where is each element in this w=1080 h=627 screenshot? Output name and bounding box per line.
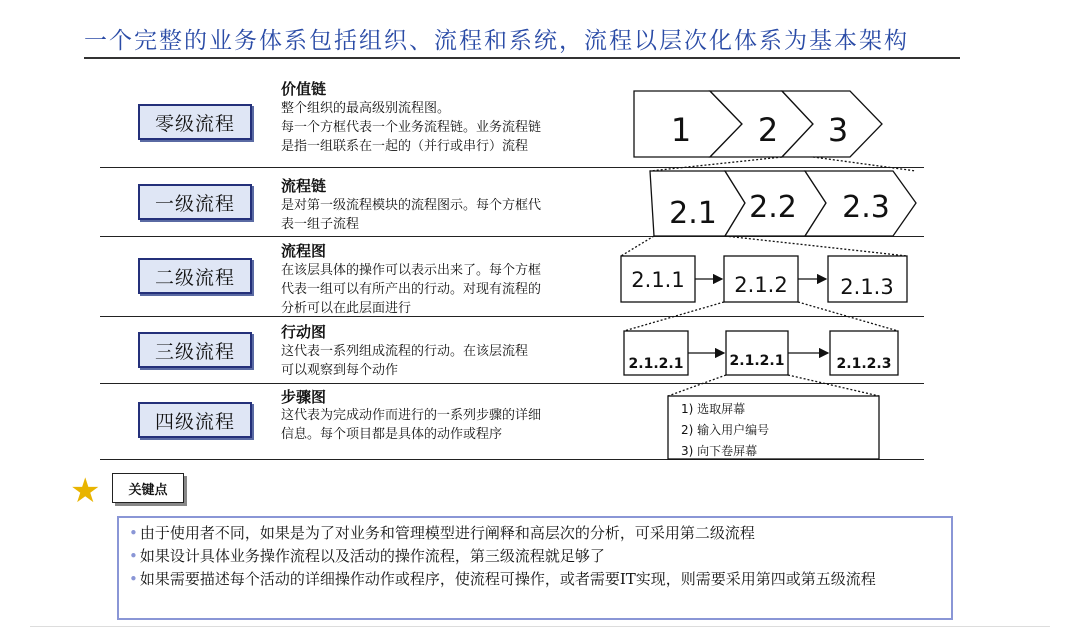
zoom-line [650, 157, 782, 171]
bullet-icon: • [129, 524, 138, 542]
zoom-line [798, 302, 898, 331]
chevron-label: 2.1 [669, 196, 717, 231]
process-box-label: 2.1.3 [840, 275, 894, 299]
process-box-label: 2.1.2.1 [729, 353, 785, 369]
step-text: 2) 输入用户编号 [681, 423, 770, 437]
level-1-box: 一级流程 [138, 184, 252, 220]
key-point-item [129, 568, 941, 591]
key-points-label: 关键点 [112, 473, 184, 503]
process-box-label: 2.1.2.3 [836, 356, 892, 372]
level-1-heading: 流程链 [281, 177, 327, 195]
description-line: 表一组子流程 [281, 217, 360, 232]
description-line: 这代表一系列组成流程的行动。在该层流程 [281, 344, 529, 359]
key-points-box [117, 516, 953, 620]
level-4-heading: 步骤图 [281, 388, 327, 406]
description-line: 这代表为完成动作而进行的一系列步骤的详细 [281, 408, 542, 423]
chevron-label: 3 [827, 111, 849, 149]
description-line: 在该层具体的操作可以表示出来了。每个方框 [281, 263, 542, 278]
description-line: 是指一组联系在一起的（并行或串行）流程 [281, 139, 529, 154]
zoom-line [621, 236, 654, 256]
description-line: 代表一组可以有所产出的行动。对现有流程的 [281, 282, 542, 297]
description-line: 整个组织的最高级别流程图。 [281, 101, 451, 116]
page-title: 一个完整的业务体系包括组织、流程和系统，流程以层次化体系为基本架构 [84, 28, 909, 54]
bullet-icon: • [129, 547, 138, 565]
step-text: 1) 选取屏幕 [681, 402, 746, 416]
bullet-icon: • [129, 570, 138, 588]
key-point-text: 如果设计具体业务操作流程以及活动的操作流程，第三级流程就足够了 [139, 547, 605, 565]
star-icon: ★ [70, 471, 101, 511]
zoom-line [813, 157, 916, 171]
description-line: 每一个方框代表一个业务流程链。业务流程链 [281, 120, 542, 135]
key-point-text: 如果需要描述每个活动的详细操作动作或程序，使流程可操作，或者需要IT实现，则需要采用第四或第五级流程 [139, 570, 876, 588]
chevron-label: 1 [670, 111, 692, 149]
zoom-line [624, 302, 724, 331]
zoom-line [725, 236, 907, 256]
level-2-heading: 流程图 [281, 242, 327, 260]
zoom-line [668, 375, 726, 396]
zoom-line [788, 375, 879, 396]
chevron-label: 2 [757, 111, 779, 149]
chevron-label: 2.3 [842, 190, 890, 225]
level-0-heading: 价值链 [281, 80, 327, 98]
description-line: 可以观察到每个动作 [281, 363, 399, 378]
level-4-box: 四级流程 [138, 402, 252, 438]
level-3-heading: 行动图 [281, 323, 327, 341]
level-0-box: 零级流程 [138, 104, 252, 140]
description-line: 信息。每个项目都是具体的动作或程序 [281, 427, 503, 442]
process-box-label: 2.1.2 [734, 273, 788, 297]
key-point-item [129, 545, 941, 568]
key-point-text: 由于使用者不同，如果是为了对业务和管理模型进行阐释和高层次的分析，可采用第二级流程 [139, 524, 755, 542]
level-3-box: 三级流程 [138, 332, 252, 368]
level-2-box: 二级流程 [138, 258, 252, 294]
description-line: 是对第一级流程模块的流程图示。每个方框代 [281, 198, 542, 213]
chevron-label: 2.2 [749, 190, 797, 225]
step-text: 3) 向下卷屏幕 [681, 444, 758, 458]
process-box-label: 2.1.2.1 [628, 356, 684, 372]
description-line: 分析可以在此层面进行 [281, 301, 412, 316]
key-point-item [129, 522, 941, 545]
process-box-label: 2.1.1 [631, 268, 685, 292]
